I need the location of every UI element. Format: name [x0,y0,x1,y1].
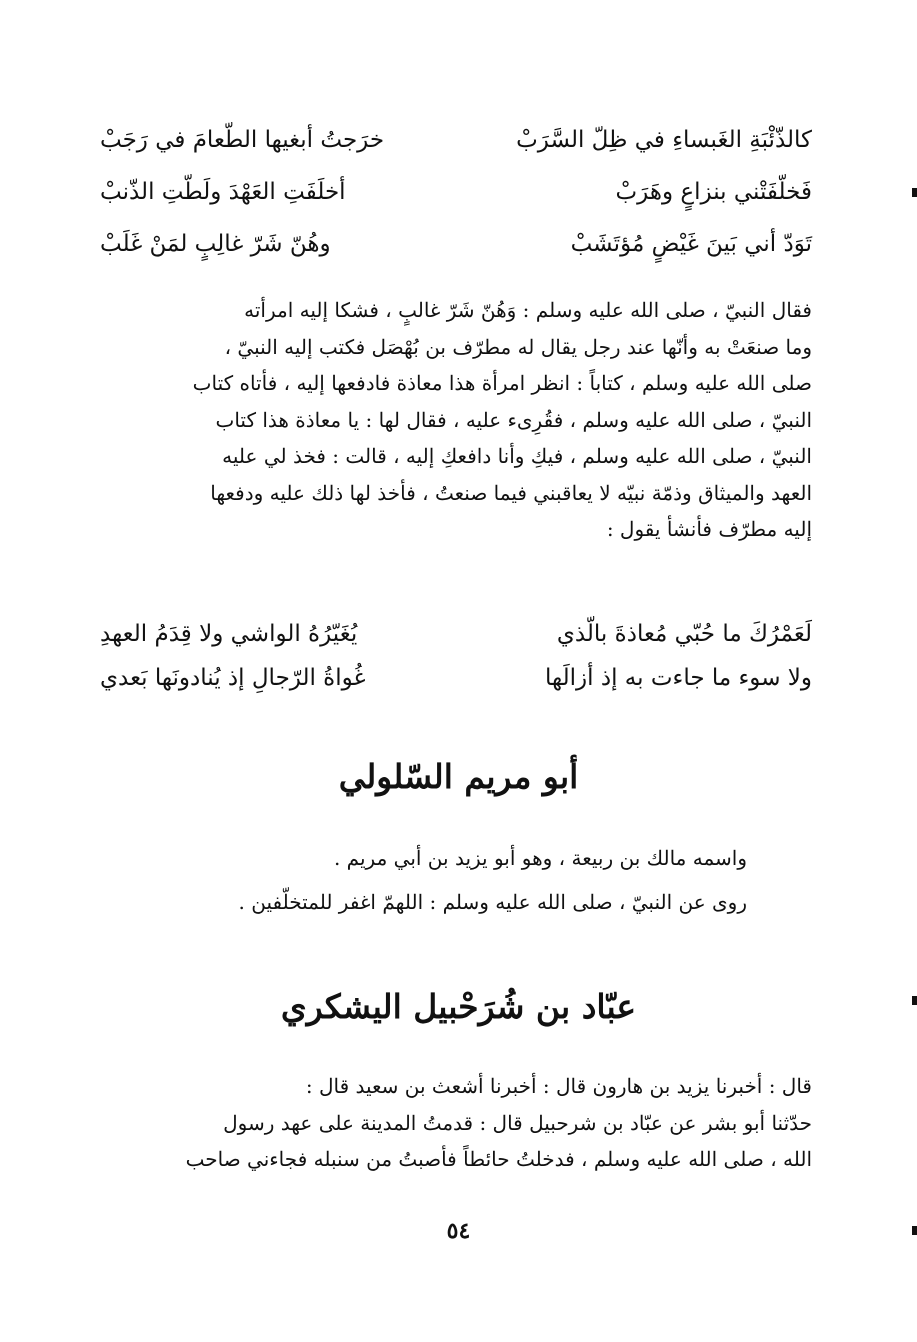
paragraph-line: النبيّ ، صلى الله عليه وسلم ، فيكِ وأنا دافعكِ إليه ، قالت : فخذ لي عليه [222,444,812,468]
verse-left-hemistich: وهُنّ شَرّ غالِبٍ لمَنْ غَلَبْ [100,231,331,257]
verse-line [100,224,812,264]
paragraph-line: حدّثنا أبو بشر عن عبّاد بن شرحبيل قال : قدمتُ المدينة على عهد رسول [223,1110,812,1135]
paragraph-line: صلى الله عليه وسلم ، كتاباً : انظر امرأة هذا معاذة فادفعها إليه ، فأتاه كتاب [192,371,812,395]
scan-edge-mark [912,996,917,1005]
verse-right-hemistich: فَخلّفَتْني بنزاعٍ وهَرَبْ [615,179,812,205]
paragraph-line: فقال النبيّ ، صلى الله عليه وسلم : وَهُنّ شَرّ غالبٍ ، فشكا إليه امرأته [244,298,812,322]
paragraph-line: إليه مطرّف فأنشأ يقول : [606,517,812,541]
verse-right-hemistich: لَعَمْرُكَ ما حُبّي مُعاذةَ بالّذي [556,621,812,647]
verse-line [100,172,812,212]
bio-line: روى عن النبيّ ، صلى الله عليه وسلم : اللهمّ اغفر للمتخلّفين . [238,890,747,914]
section-heading-abu-maryam: أبو مريم السّلولي [338,757,579,796]
scan-edge-mark [912,188,917,197]
verse-left-hemistich: خرَجتُ أبغيها الطّعامَ في رَجَبْ [100,127,385,153]
page-number: ٥٤ [446,1218,471,1244]
verse-right-hemistich: ولا سوء ما جاءت به إذ أزالَها [545,665,812,691]
scan-edge-mark [912,1226,917,1235]
narrative-paragraph [100,292,812,548]
paragraph-line: وما صنعَتْ به وأنّها عند رجل يقال له مطرّف بن بُهْصَل فكتب إليه النبيّ ، [224,334,812,359]
verse-right-hemistich: تَوَدّ أني بَينَ غَيْضٍ مُؤتَشَبْ [570,231,812,257]
verse-line [100,614,812,654]
paragraph-line: الله ، صلى الله عليه وسلم ، فدخلتُ حائطاً فأصبتُ من سنبله فجاءني صاحب [185,1147,812,1171]
verse-right-hemistich: كالذّئْبَةِ الغَبساءِ في ظِلّ السَّرَبْ [516,127,812,153]
bio-line: واسمه مالك بن ربيعة ، وهو أبو يزيد بن أبي مريم . [333,846,747,870]
verse-line [100,120,812,160]
verse-line [100,658,812,698]
paragraph-line: العهد والميثاق وذمّة نبيّه لا يعاقبني فيما صنعتُ ، فأخذ لها ذلك عليه ودفعها [210,480,812,505]
verse-left-hemistich: يُغَيّرُهُ الواشي ولا قِدَمُ العهدِ [100,621,358,647]
narrative-paragraph [100,1068,812,1178]
section-heading-abbad: عبّاد بن شُرَحْبيل اليشكري [280,987,637,1026]
paragraph-line: قال : أخبرنا يزيد بن هارون قال : أخبرنا أشعث بن سعيد قال : [305,1074,812,1098]
paragraph-line: النبيّ ، صلى الله عليه وسلم ، فقُرِىء عليه ، فقال لها : يا معاذة هذا كتاب [215,407,812,432]
verse-left-hemistich: أخلَفَتِ العَهْدَ ولَطّتِ الذّنبْ [100,179,346,205]
verse-left-hemistich: غُواةُ الرّجالِ إذ يُنادونَها بَعدي [100,665,366,691]
